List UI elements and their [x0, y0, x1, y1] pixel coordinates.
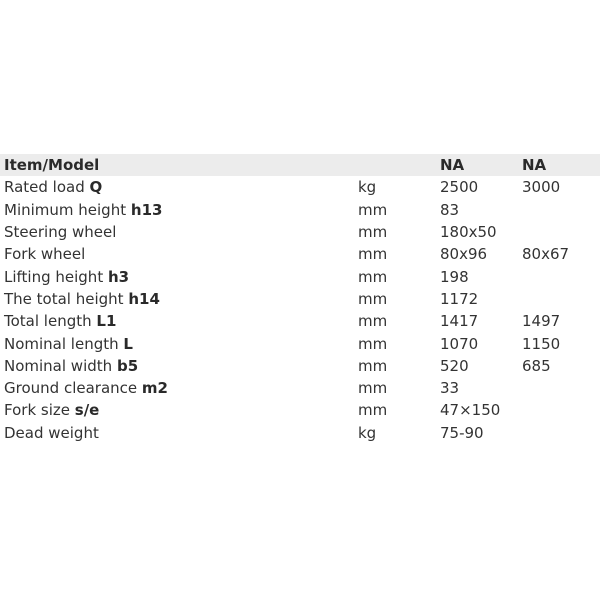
row-value-model-2: 80x67: [522, 245, 570, 264]
row-value-model-1: 83: [440, 200, 460, 219]
row-unit: mm: [358, 379, 388, 398]
row-value-model-1: 1172: [440, 289, 479, 308]
row-item: [0, 265, 358, 287]
table-row: [0, 355, 600, 377]
row-value-model-2: [522, 377, 600, 399]
table-row: [0, 332, 600, 354]
row-symbol: s/e: [74, 401, 100, 420]
row-item: [0, 176, 358, 198]
row-unit: mm: [358, 289, 388, 308]
row-item: [0, 221, 358, 243]
row-value-model-2: [522, 199, 600, 221]
row-label: Total length: [4, 312, 92, 331]
row-unit: mm: [358, 334, 388, 353]
header-item-model: Item/Model: [0, 154, 358, 176]
table-row: [0, 310, 600, 332]
row-label: Nominal width: [4, 356, 113, 375]
table-row: [0, 399, 600, 421]
spec-table-body: [0, 154, 600, 444]
table-row: [0, 377, 600, 399]
row-value-model-2: [522, 265, 600, 287]
row-value-model-2: 1497: [522, 312, 561, 331]
row-unit: mm: [358, 356, 388, 375]
row-value-model-1: 198: [440, 267, 469, 286]
header-model-1: NA: [440, 154, 522, 176]
row-unit: mm: [358, 200, 388, 219]
table-row: [0, 199, 600, 221]
row-unit: kg: [358, 178, 377, 197]
row-value-model-1: 80x96: [440, 245, 488, 264]
row-symbol: h3: [107, 267, 130, 286]
row-label: Nominal length: [4, 334, 119, 353]
row-symbol: m2: [141, 379, 168, 398]
row-unit: mm: [358, 401, 388, 420]
row-symbol: b5: [116, 356, 139, 375]
row-unit: mm: [358, 312, 388, 331]
row-item: [0, 199, 358, 221]
row-unit: mm: [358, 245, 388, 264]
row-value-model-1: 2500: [440, 178, 479, 197]
row-value-model-1: 180x50: [440, 223, 497, 242]
table-row: [0, 288, 600, 310]
row-label: Dead weight: [4, 423, 99, 442]
row-value-model-2: 3000: [522, 178, 561, 197]
table-header-row: [0, 154, 600, 176]
row-item: [0, 332, 358, 354]
row-label: Fork wheel: [4, 245, 86, 264]
header-unit: [358, 154, 440, 176]
row-item: [0, 310, 358, 332]
row-value-model-2: 685: [522, 356, 551, 375]
row-symbol: h14: [128, 289, 160, 308]
row-value-model-1: 520: [440, 356, 469, 375]
table-row: [0, 176, 600, 198]
row-label: Rated load: [4, 178, 85, 197]
row-value-model-1: 75-90: [440, 423, 484, 442]
row-value-model-1: 47×150: [440, 401, 501, 420]
row-value-model-1: 1417: [440, 312, 479, 331]
row-symbol: L1: [96, 312, 117, 331]
row-label: Minimum height: [4, 200, 127, 219]
row-item: [0, 422, 358, 444]
row-label: Ground clearance: [4, 379, 138, 398]
row-value-model-2: [522, 399, 600, 421]
row-unit: mm: [358, 223, 388, 242]
table-row: [0, 243, 600, 265]
row-value-model-1: 1070: [440, 334, 479, 353]
row-value-model-1: 33: [440, 379, 460, 398]
row-value-model-2: [522, 422, 600, 444]
row-value-model-2: [522, 221, 600, 243]
header-model-2: NA: [522, 154, 600, 176]
row-label: The total height: [4, 289, 124, 308]
row-label: Fork size: [4, 401, 70, 420]
row-item: [0, 288, 358, 310]
row-item: [0, 399, 358, 421]
table-row: [0, 265, 600, 287]
row-item: [0, 243, 358, 265]
row-value-model-2: [522, 288, 600, 310]
row-item: [0, 355, 358, 377]
row-symbol: h13: [130, 200, 163, 219]
spec-table: [0, 154, 600, 444]
row-item: [0, 377, 358, 399]
row-label: Steering wheel: [4, 223, 117, 242]
table-row: [0, 221, 600, 243]
row-label: Lifting height: [4, 267, 104, 286]
table-row: [0, 422, 600, 444]
row-unit: mm: [358, 267, 388, 286]
row-unit: kg: [358, 423, 377, 442]
row-symbol: Q: [89, 178, 103, 197]
row-symbol: L: [123, 334, 133, 353]
row-value-model-2: 1150: [522, 334, 561, 353]
